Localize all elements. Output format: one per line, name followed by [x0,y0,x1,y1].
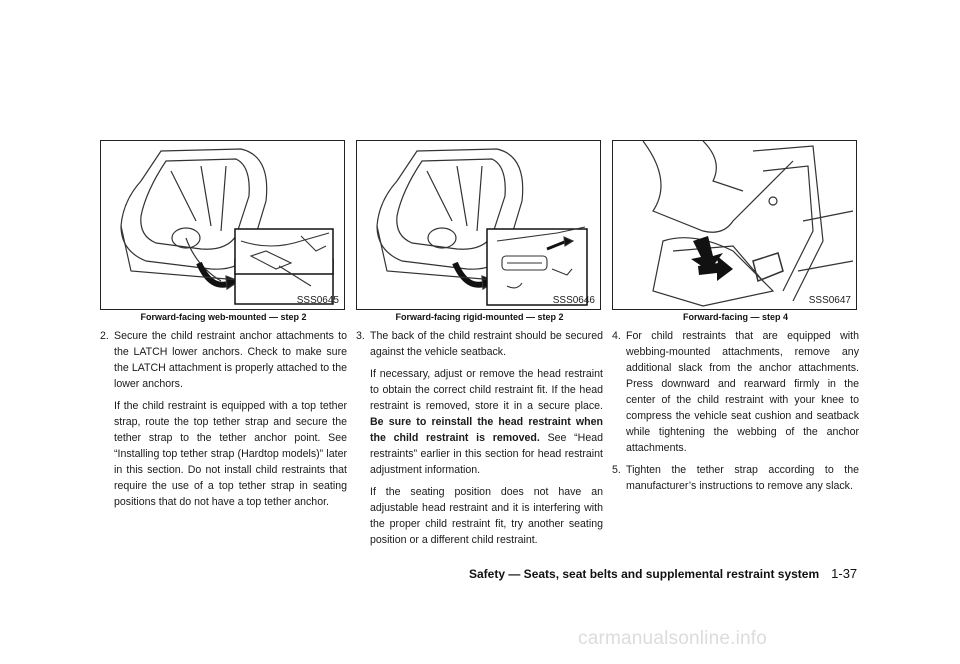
step-5 [612,462,859,494]
figure-code: SSS0646 [552,295,595,306]
step-number: 2. [100,330,109,342]
step-number: 4. [612,330,621,342]
step-number: 3. [356,330,365,342]
step-3-paragraph-2: If the seating position does not have an adjustable head restraint and it is interfering with the proper child restraint fit, try another seating position or a different child restraint. [370,486,603,546]
section-title: Safety — Seats, seat belts and supplemental restraint system [469,567,820,581]
step-3 [356,328,603,360]
figure-rigid-mounted [356,140,601,310]
page-number: 1-37 [831,566,858,581]
step-3-paragraph [356,366,603,478]
column-2 [356,140,603,548]
step-4 [612,328,859,456]
watermark: carmanualsonline.info [578,628,768,649]
step-3-text-b: See “Head restraints” earlier in this section for head restraint adjustment information. [370,432,603,476]
figure-code: SSS0645 [296,295,339,306]
column-3 [612,140,859,494]
step-2 [100,328,347,392]
child-seat-web-mounted-illustration [101,141,345,310]
figure-caption: Forward-facing rigid-mounted — step 2 [395,312,564,322]
knee-press-illustration [613,141,857,310]
figure-caption: Forward-facing — step 4 [682,312,789,322]
step-number: 5. [612,464,621,476]
step-text: Secure the child restraint anchor attachments to the LATCH lower anchors. Check to make sure the LATCH attachment is properly attached to the lower anchors. [114,330,347,390]
step-3-text-a: If necessary, adjust or remove the head restraint to obtain the correct child restraint fit. If the head restraint is removed, store it in a secure place. [370,368,603,412]
figure-web-mounted [100,140,345,310]
step-text: For child restraints that are equipped with webbing-mounted attachments, remove any additional slack from the anchor attachments. Press downward and rearward firmly in the center of the child restraint with your knee to compress the vehicle seat cushion and seatback while tightening the webbing of the anchor attachments. [626,330,859,454]
column-1 [100,140,347,510]
step-2-paragraph: If the child restraint is equipped with a top tether strap, route the top tether strap and secure the tether strap to the tether anchor point. See “Installing top tether strap (Hardtop models)” later in this section. Do not install child restraints that require the use of a top tether strap in seating positions that do not have a top tether anchor. [114,400,347,508]
child-seat-rigid-mounted-illustration [357,141,601,310]
step-text: Tighten the tether strap according to the manufacturer’s instructions to remove any slack. [626,464,859,492]
step-text: The back of the child restraint should be secured against the vehicle seatback. [370,330,603,358]
figure-code: SSS0647 [808,295,851,306]
figure-caption: Forward-facing web-mounted — step 2 [140,312,307,322]
step-3-warning: Be sure to reinstall the head restraint when the child restraint is removed. [370,416,603,444]
figure-forward-facing-step-4 [612,140,857,310]
page-footer [469,566,857,581]
